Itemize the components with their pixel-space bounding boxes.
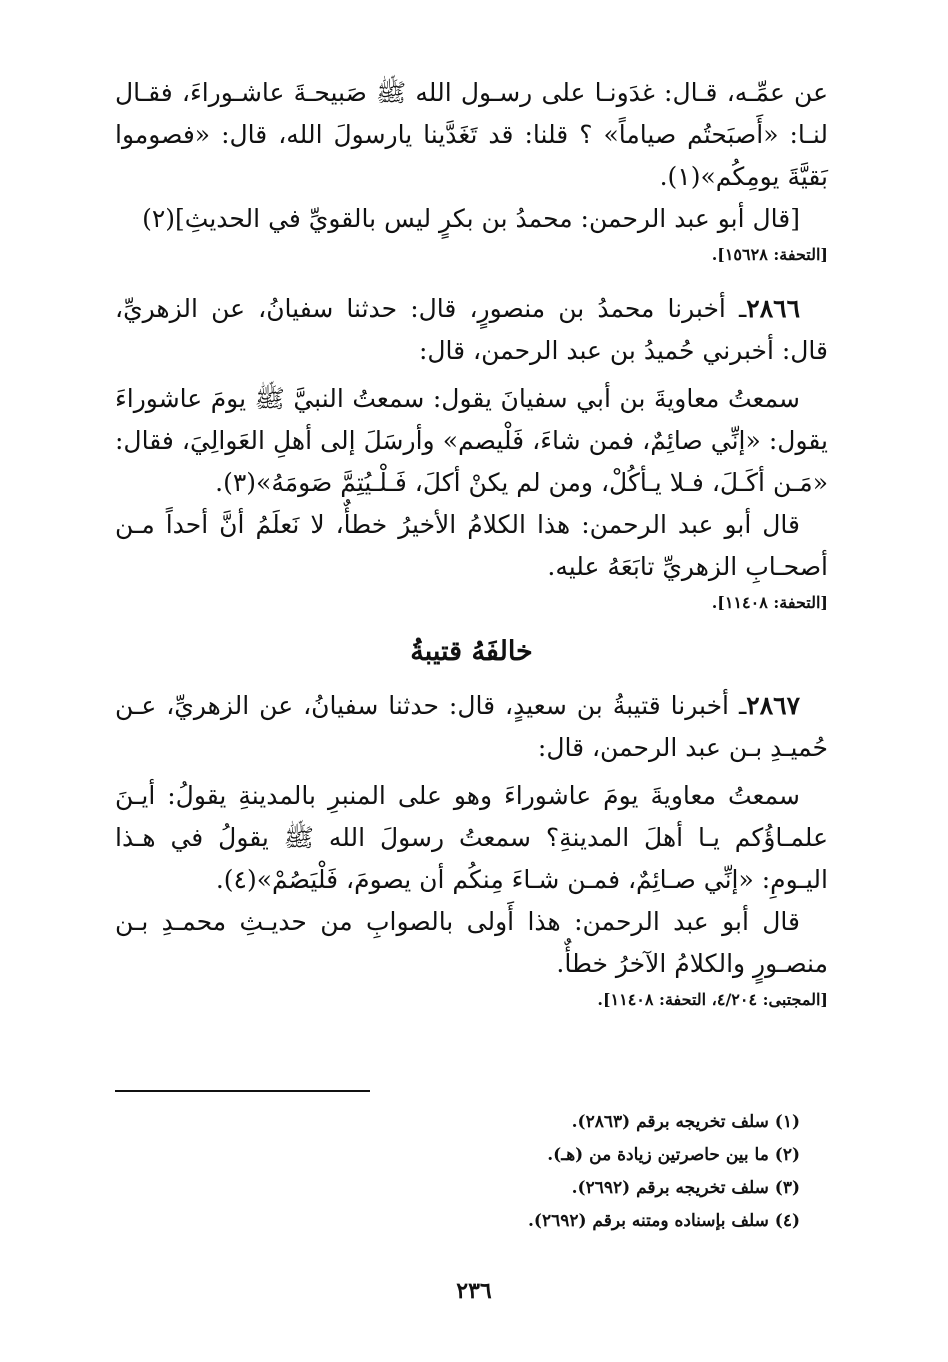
footnotes bbox=[115, 1090, 828, 1260]
paragraph-1: عن عمِّـه، قـال: غدَونـا على رسـول الله ﷺ صَبيحـةَ عاشـوراءَ، فقـال لنـا: «أَصبَحتُم صياماً» ؟ قلنا: قد تَغَدَّينا يارسولَ الله، قال: «فصوموا بَقيَّةَ يومِكُم»(١). bbox=[115, 78, 828, 191]
reference-note-2: [التحفة: ١١٤٠٨]. bbox=[711, 593, 828, 612]
hadith-number: ٢٨٦٦ bbox=[746, 294, 800, 323]
footnote-divider bbox=[115, 1090, 370, 1092]
hadith-2866 bbox=[115, 288, 828, 372]
editor-note: [قال أبو عبد الرحمن: محمدُ بن بكرٍ ليس بالقويِّ في الحديثِ](٢) bbox=[142, 204, 800, 233]
hadith-2867-body: سمعتُ معاويةَ يومَ عاشوراءَ وهو على المنبرِ بالمدينةِ يقولُ: أيـنَ علمـاؤُكم يـا أهلَ المدينةِ؟ سمعتُ رسولَ الله ﷺ يقولُ في هـذا اليـومِ: «إنِّي صـائِمٌ، فمـن شـاءَ مِنكُم أن يصومَ، فَلْيَصُمْ»(٤). bbox=[115, 781, 828, 894]
hadith-2867 bbox=[115, 685, 828, 769]
hadith-2866-body: سمعتُ معاويةَ بن أبي سفيانَ يقول: سمعتُ النبيَّ ﷺ يومَ عاشوراءَ يقول: «إنِّي صائِمٌ، فمن شاءَ، فَلْيصم» وأرسَلَ إلى أهلِ العَوالِيَ، فقال: «مَـن أكَـلَ، فـلا يـأكُلْ، ومن لم يكنْ أكلَ، فَـلْـيُتِمَّ صَومَهُ»(٣). bbox=[115, 384, 828, 497]
page-number: ٢٣٦ bbox=[456, 1278, 492, 1304]
section-title: خالفَهُ قتيبةُ bbox=[410, 636, 533, 667]
hadith-number: ٢٨٦٧ bbox=[746, 691, 800, 720]
main-text bbox=[115, 72, 828, 1033]
footnote-2: (٢) ما بين حاصرتين زيادة من (هـ). bbox=[547, 1145, 800, 1165]
footnote-4: (٤) سلف بإسناده ومتنه برقم (٢٦٩٢). bbox=[527, 1211, 800, 1231]
hadith-2867-comment: قال أبو عبد الرحمن: هذا أَولى بالصوابِ من حديـثِ محمـدِ بـن منصـورٍ والكلامُ الآخرُ خطأٌ. bbox=[115, 907, 828, 978]
reference-note-3: [المجتبى: ٤/٢٠٤، التحفة: ١١٤٠٨]. bbox=[597, 990, 828, 1009]
reference-note-1: [التحفة: ١٥٦٢٨]. bbox=[711, 245, 828, 264]
footnote-1: (١) سلف تخريجه برقم (٢٨٦٣). bbox=[571, 1112, 800, 1132]
hadith-chain: ـ أخبرنا قتيبةُ بن سعيدٍ، قال: حدثنا سفيانُ، عن الزهريِّ، عـن حُميـدِ بـن عبد الرحمن، قال: bbox=[115, 691, 828, 762]
hadith-chain: ـ أخبرنا محمدُ بن منصورٍ، قال: حدثنا سفيانُ، عن الزهريِّ، قال: أخبرني حُميدُ بن عبد الرحمن، قال: bbox=[115, 294, 828, 365]
hadith-2866-comment: قال أبو عبد الرحمن: هذا الكلامُ الأخيرُ خطأٌ، لا نَعلَمُ أنَّ أحداً مـن أصحـابِ الزهريِّ تابَعَهُ عليه. bbox=[115, 510, 828, 581]
footnote-3: (٣) سلف تخريجه برقم (٢٦٩٢). bbox=[571, 1178, 800, 1198]
